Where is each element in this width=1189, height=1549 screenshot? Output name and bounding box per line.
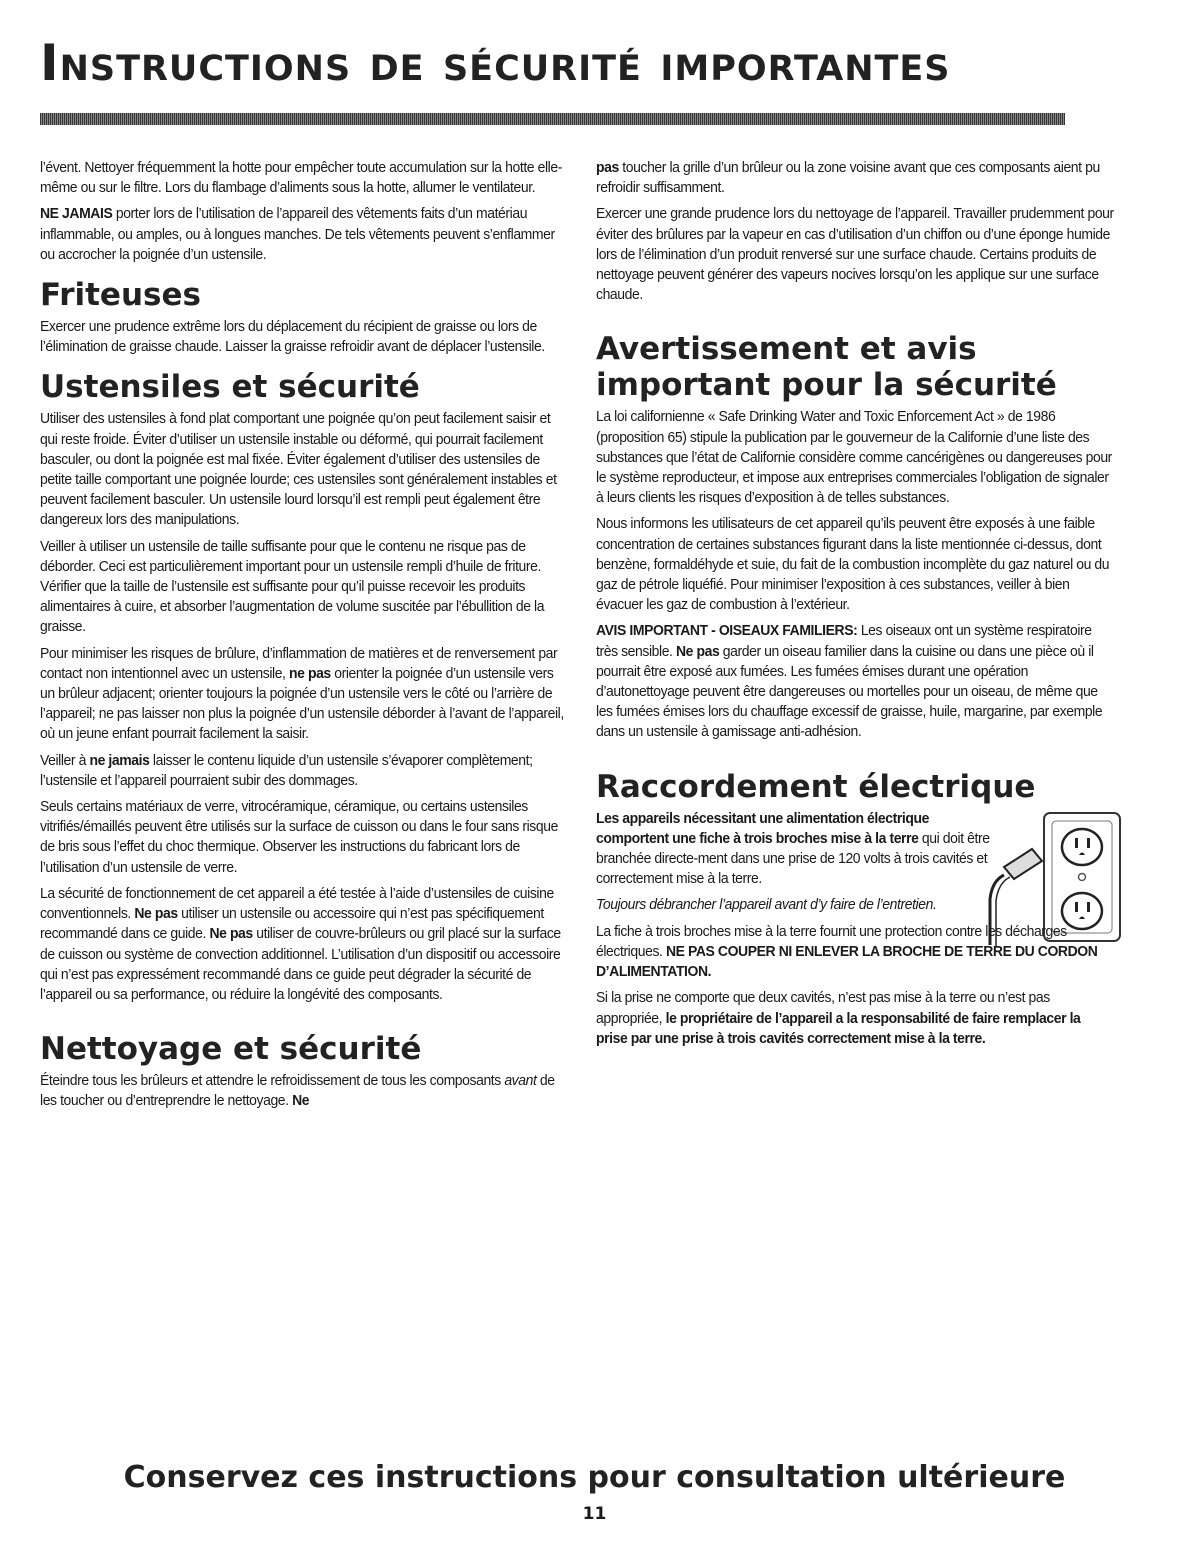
paragraph: Nous informons les utilisateurs de cet appareil qu’ils peuvent être exposés à une faible concentration de certaines substances figurant dans la liste mentionnée ci-dessus, dont benzène, formaldéhyde et suie, du fait de la combustion incomplète du gaz naturel ou du gaz de pétrole liquéfié. Pour minimiser l’exposition à ces substances, veiller à bien évacuer les gaz de combustion à l’extérieur. — [596, 515, 1110, 614]
heading-raccordement: Raccordement électrique — [596, 768, 1036, 805]
heading-ustensiles: Ustensiles et sécurité — [40, 369, 420, 406]
title-rule — [40, 113, 1065, 125]
footer-note: Conservez ces instructions pour consultation ultérieure — [123, 1460, 1066, 1495]
heading-avertissement: Avertissement et avis important pour la sécurité — [596, 331, 1057, 404]
paragraph: l’évent. Nettoyer fréquemment la hotte pour empêcher toute accumulation sur la hotte elle-même ou sur le filtre. Lors du flambage d’aliments sous la hotte, allumer le ventilateur. — [40, 159, 562, 197]
paragraph: Toujours débrancher l’appareil avant d’y faire de l’entretien. — [596, 896, 937, 914]
paragraph: Veiller à ne jamais laisser le contenu liquide d’un ustensile s’évaporer complètement; l’ustensile et l’appareil pourraient subir des dommages. — [40, 751, 533, 789]
paragraph: La fiche à trois broches mise à la terre fournit une protection contre les décharges électriques. NE PAS COUPER NI ENLEVER LA BROCHE DE TERRE DU CORDON D’ALIMENTATION. — [596, 922, 1098, 981]
heading-nettoyage: Nettoyage et sécurité — [40, 1031, 422, 1068]
paragraph: Les appareils nécessitant une alimentation électrique comportent une fiche à trois broches mise à la terre qui doit être branchée directe-ment dans une prise de 120 volts à trois cavités et correctement mise à la terre. — [596, 809, 990, 888]
paragraph: La loi californienne « Safe Drinking Water and Toxic Enforcement Act » de 1986 (proposition 65) stipule la publication par le gouverneur de la Californie d’une liste des substances que l’état de Californie considère comme cancérigènes ou dangereuses pour le système reproducteur, et impose aux entreprises commerciales l’obligation de signaler à leurs clients les risques d’exposition à de telles substances. — [596, 408, 1112, 507]
paragraph: pas toucher la grille d’un brûleur ou la zone voisine avant que ces composants aient pu refroidir suffisamment. — [596, 159, 1100, 197]
left-column — [40, 158, 565, 1118]
electrical-section — [596, 809, 1116, 916]
right-column — [596, 158, 1116, 1055]
page-title: Instructions de sécurité importantes — [40, 34, 951, 92]
paragraph: Éteindre tous les brûleurs et attendre le refroidissement de tous les composants avant de les toucher ou d’entreprendre le nettoyage. Ne — [40, 1072, 555, 1110]
paragraph: Exercer une prudence extrême lors du déplacement du récipient de graisse ou lors de l’élimination de graisse chaude. Laisser la graisse refroidir avant de déplacer l’ustensile. — [40, 318, 545, 356]
paragraph: NE JAMAIS porter lors de l’utilisation de l’appareil des vêtements faits d’un matériau inflammable, ou amples, ou à longues manches. De tels vêtements peuvent s’enflammer ou accrocher la poignée d’un ustensile. — [40, 205, 555, 263]
paragraph: Seuls certains matériaux de verre, vitrocéramique, céramique, ou certains ustensiles vitrifiés/émaillés peuvent être utilisés sur la surface de cuisson ou dans le four sans risque de bris sous l’effet du choc thermique. Observer les instructions du fabricant lors de l’utilisation d’un ustensile de verre. — [40, 798, 558, 876]
paragraph: AVIS IMPORTANT - OISEAUX FAMILIERS: Les oiseaux ont un système respiratoire très sensible. Ne pas garder un oiseau familier dans la cuisine ou dans une pièce où il pourrait être exposé aux fumées. Les fumées émises durant une opération d’autonettoyage peuvent être dangereuses ou mortelles pour un oiseau, de même que les fumées émises lors du chauffage excessif de graisse, huile, margarine, par exemple dans un ustensile à gamissage anti-adhésion. — [596, 622, 1103, 741]
paragraph: Exercer une grande prudence lors du nettoyage de l’appareil. Travailler prudemment pour éviter des brûlures par la vapeur en cas d’utilisation d’un chiffon ou d’une éponge humide lors de l’élimination d’un produit renversé sur une surface chaude. Certains produits de nettoyage peuvent générer des vapeurs nocives lorsqu’on les applique sur une surface chaude. — [596, 205, 1114, 304]
paragraph: Si la prise ne comporte que deux cavités, n’est pas mise à la terre ou n’est pas appropriée, le propriétaire de l’appareil a la responsabilité de faire remplacer la prise par une prise à trois cavités correctement mise à la terre. — [596, 989, 1081, 1047]
paragraph: Veiller à utiliser un ustensile de taille suffisante pour que le contenu ne risque pas de déborder. Ceci est particulièrement important pour un ustensile rempli d’huile de friture. Vérifier que la taille de l’ustensile est suffisante pour qu’il puisse recevoir les produits alimentaires à cuire, et absorber l’augmentation de volume suscitée par l’ébullition de la graisse. — [40, 537, 545, 636]
heading-friteuses: Friteuses — [40, 277, 201, 314]
page-number: 11 — [582, 1504, 607, 1524]
paragraph: Pour minimiser les risques de brûlure, d’inflammation de matières et de renversement par contact non intentionnel avec un ustensile, ne pas orienter la poignée d’un ustensile vers un brûleur adjacent; orienter toujours la poignée d’un ustensile vers le côté ou l’arrière de l’appareil; ne pas laisser non plus la poignée d’un ustensile déborder à l’avant de l’appareil, où un jeune enfant pourrait facilement la saisir. — [40, 644, 564, 743]
paragraph: Utiliser des ustensiles à fond plat comportant une poignée qu’on peut facilement saisir et qui reste froide. Éviter d’utiliser un ustensile instable ou déformé, qui pourrait facilement basculer, ou dont la poignée est mal fixée. Éviter également d’utiliser des ustensiles de petite taille comportant une poignée lourde; ces ustensiles sont généralement instables et peuvent facilement basculer. Un ustensile lourd lorsqu’il est rempli peut également être dangereux lors des manipulations. — [40, 410, 557, 529]
paragraph: La sécurité de fonctionnement de cet appareil a été testée à l’aide d’ustensiles de cuisine conventionnels. Ne pas utiliser un ustensile ou accessoire qui n’est pas spécifiquement recommandé dans ce guide. Ne pas utiliser de couvre-brûleurs ou gril placé sur la surface de cuisson ou système de convection additionnel. L’utilisation d’un dispositif ou accessoire qui n’est pas expressément recommandé dans ce guide peut dégrader la sécurité de l’appareil ou sa performance, ou réduire la longévité des composants. — [40, 884, 561, 1003]
